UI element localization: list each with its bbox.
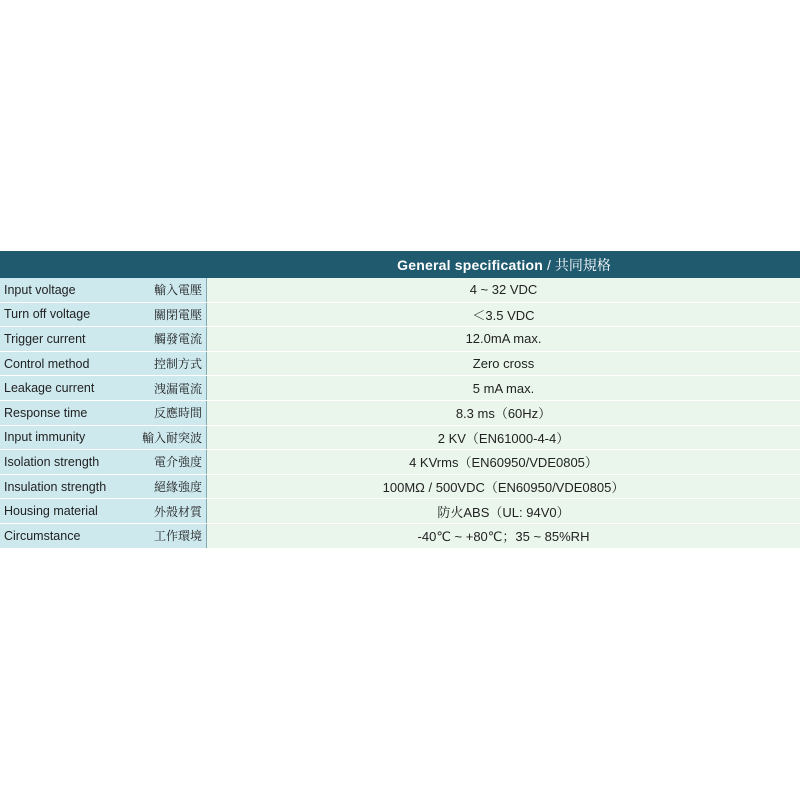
label-zh: 反應時間	[153, 406, 202, 421]
row-label	[0, 426, 207, 450]
table-row	[0, 352, 800, 377]
label-zh: 觸發電流	[153, 332, 202, 347]
row-value: 100MΩ / 500VDC（EN60950/VDE0805）	[207, 475, 800, 499]
label-zh: 外殼材質	[153, 504, 202, 519]
label-zh: 洩漏電流	[153, 381, 202, 396]
row-value: 5 mA max.	[207, 376, 800, 400]
label-en: Turn off voltage	[4, 307, 91, 322]
header-title-zh: 共同規格	[554, 256, 611, 273]
row-label	[0, 475, 207, 499]
label-en: Housing material	[4, 504, 98, 519]
header-title-en: General specification	[397, 256, 543, 273]
row-value: -40℃ ~ +80℃；35 ~ 85%RH	[207, 524, 800, 548]
row-value: 2 KV（EN61000-4-4）	[207, 426, 800, 450]
label-zh: 控制方式	[153, 357, 202, 372]
label-zh: 關閉電壓	[153, 307, 202, 322]
label-en: Control method	[4, 356, 90, 371]
table-row	[0, 376, 800, 401]
table-row	[0, 475, 800, 500]
general-specification-table	[0, 251, 800, 549]
row-value: 8.3 ms（60Hz）	[207, 401, 800, 425]
row-value: Zero cross	[207, 352, 800, 376]
row-value: 防火ABS（UL: 94V0）	[207, 499, 800, 523]
label-en: Isolation strength	[4, 454, 100, 469]
row-label	[0, 524, 207, 548]
row-value: 4 KVrms（EN60950/VDE0805）	[207, 450, 800, 474]
row-label	[0, 278, 207, 302]
label-en: Leakage current	[4, 381, 95, 396]
row-value: ＜3.5 VDC	[207, 303, 800, 327]
row-value: 12.0mA max.	[207, 327, 800, 351]
label-en: Insulation strength	[4, 479, 107, 494]
row-label	[0, 303, 207, 327]
table-row	[0, 524, 800, 549]
row-label	[0, 499, 207, 523]
row-value: 4 ~ 32 VDC	[207, 278, 800, 302]
label-en: Circumstance	[4, 528, 81, 543]
row-label	[0, 327, 207, 351]
table-header	[0, 251, 800, 278]
table-row	[0, 450, 800, 475]
header-separator: /	[546, 256, 551, 273]
label-zh: 電介強度	[153, 455, 202, 470]
table-row	[0, 401, 800, 426]
table-row	[0, 499, 800, 524]
label-en: Response time	[4, 405, 88, 420]
table-row	[0, 426, 800, 451]
row-label	[0, 401, 207, 425]
label-zh: 絕緣強度	[153, 480, 202, 495]
table-row	[0, 303, 800, 328]
row-label	[0, 352, 207, 376]
label-en: Input voltage	[4, 282, 76, 297]
label-en: Input immunity	[4, 430, 86, 445]
row-label	[0, 450, 207, 474]
label-zh: 工作環境	[153, 529, 202, 544]
table-row	[0, 278, 800, 303]
table-row	[0, 327, 800, 352]
label-zh: 輸入耐突波	[141, 430, 202, 445]
row-label	[0, 376, 207, 400]
label-en: Trigger current	[4, 331, 86, 346]
label-zh: 輸入電壓	[153, 283, 202, 298]
